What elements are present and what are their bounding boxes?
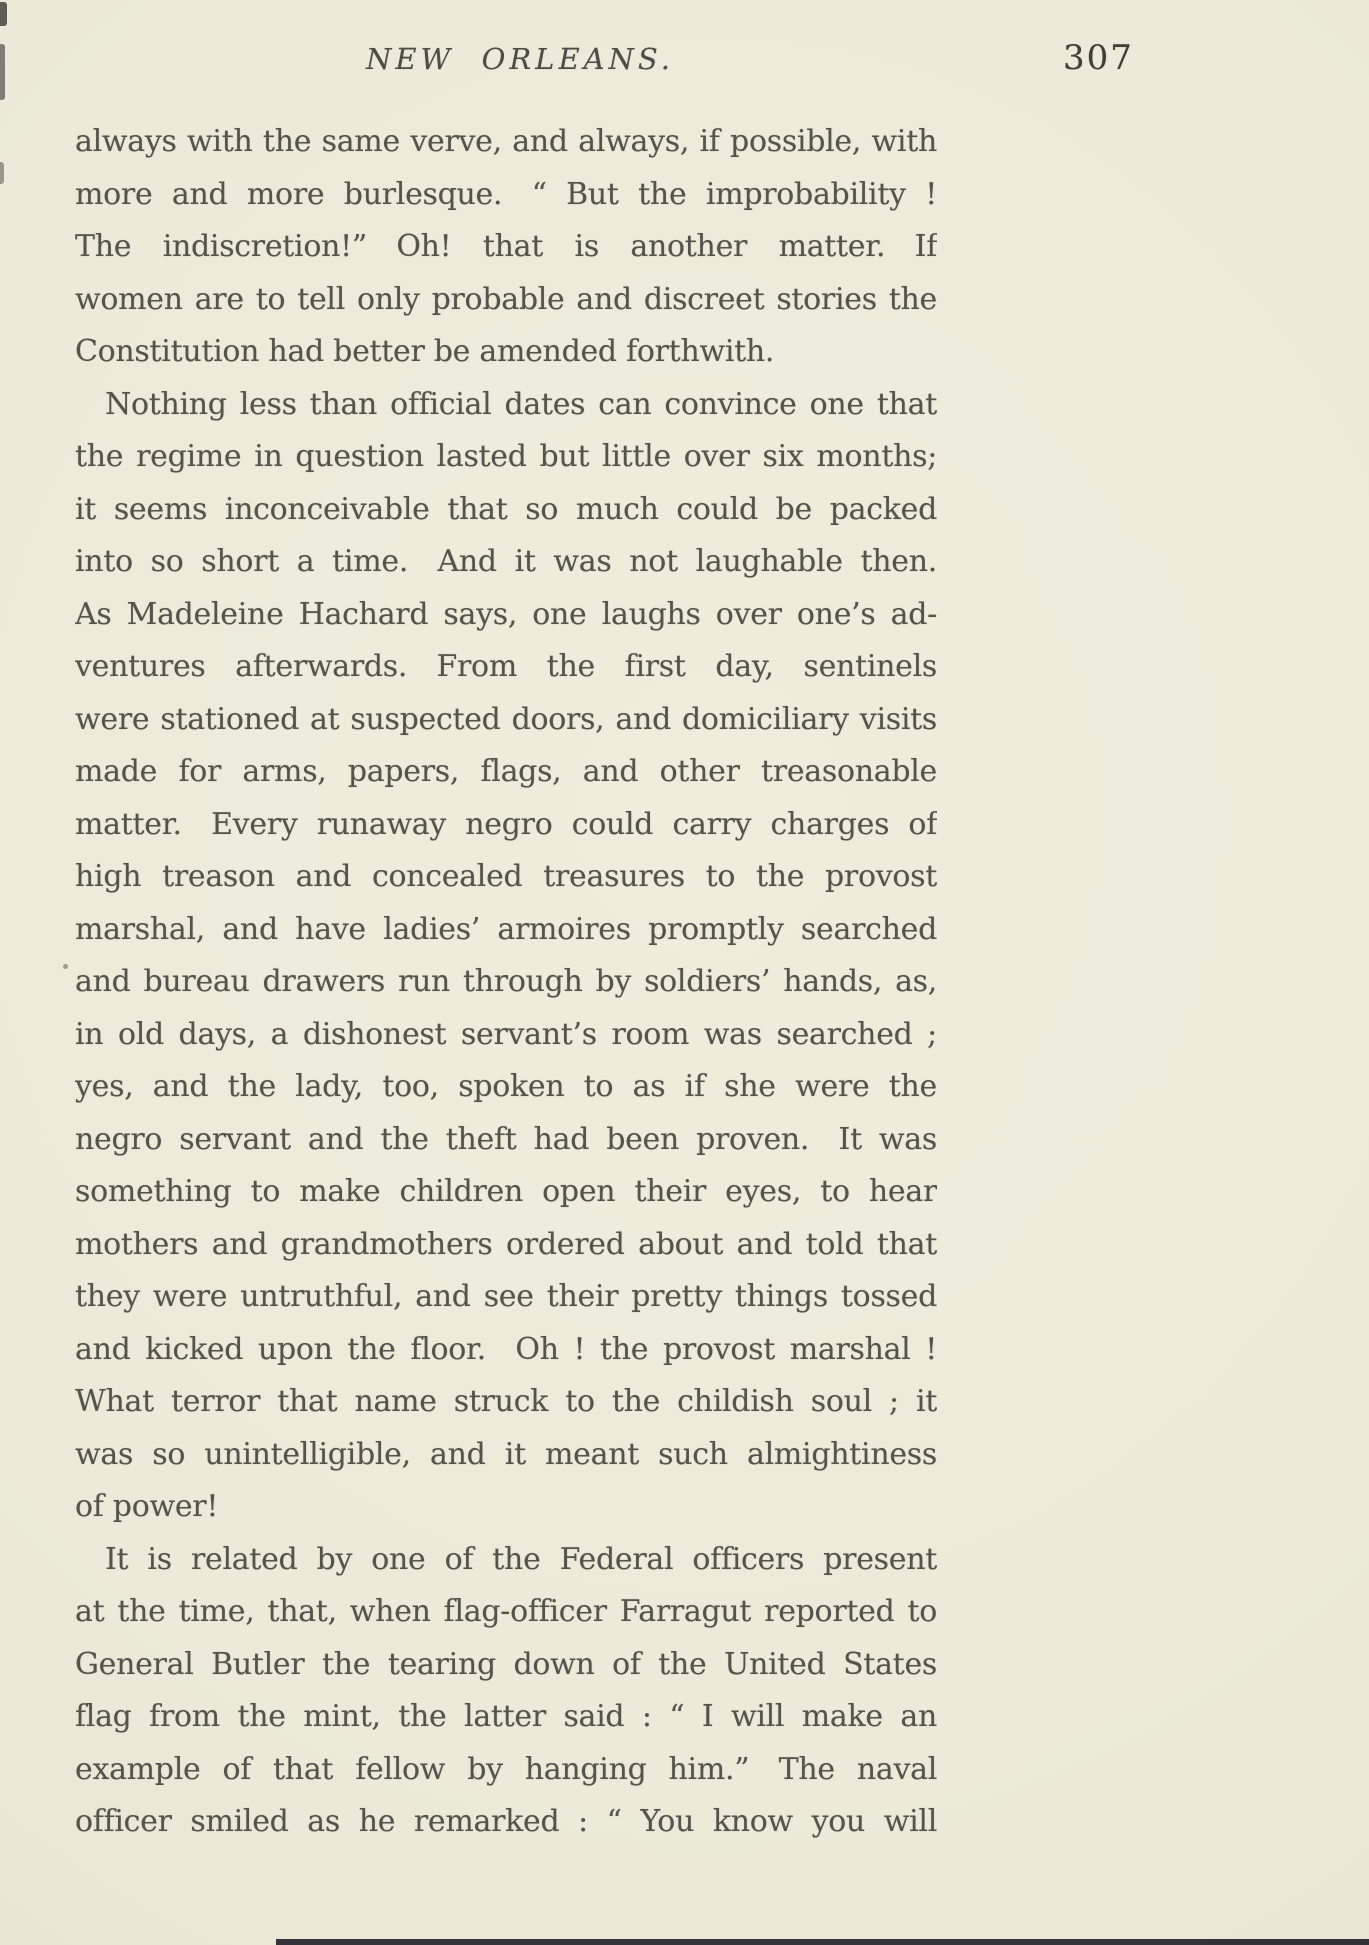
text-line: they were untruthful, and see their pretty things tossed: [75, 1279, 937, 1314]
text-line: at the time, that, when flag-officer Farragut reported to: [75, 1594, 937, 1629]
text-line: the regime in question lasted but little over six months;: [75, 439, 937, 474]
text-line: something to make children open their eyes, to hear: [75, 1174, 937, 1209]
text-line: ventures afterwards. From the first day, sentinels: [75, 649, 937, 684]
text-line: always with the same verve, and always, if possible, with: [75, 124, 937, 159]
scan-edge-mark: [0, 162, 4, 184]
text-line: made for arms, papers, flags, and other treasonable: [75, 754, 937, 789]
scan-edge-mark: [0, 44, 5, 100]
scan-speck: [63, 964, 68, 969]
scan-bottom-bar: [276, 1939, 1369, 1945]
text-line: Constitution had better be amended forthwith.: [75, 334, 775, 369]
text-line: of power!: [75, 1489, 219, 1524]
text-line: more and more burlesque. “ But the improbability !: [75, 176, 937, 212]
text-line: marshal, and have ladies’ armoires promptly searched: [75, 911, 937, 947]
text-line: high treason and concealed treasures to the provost: [75, 859, 937, 894]
text-line: in old days, a dishonest servant’s room was searched ;: [75, 1016, 937, 1052]
text-line: General Butler the tearing down of the United States: [75, 1646, 937, 1682]
text-line: negro servant and the theft had been proven. It was: [75, 1121, 937, 1157]
text-line: What terror that name struck to the childish soul ; it: [75, 1384, 937, 1419]
text-line: matter. Every runaway negro could carry charges of: [75, 806, 937, 842]
text-line: women are to tell only probable and discreet stories the: [75, 281, 937, 317]
text-line: As Madeleine Hachard says, one laughs over one’s ad-: [75, 596, 937, 632]
text-line: and kicked upon the floor. Oh ! the provost marshal !: [75, 1331, 937, 1367]
page-body-text: [75, 116, 937, 1849]
text-line: The indiscretion!” Oh! that is another matter. If: [75, 229, 937, 264]
text-line: was so unintelligible, and it meant such almightiness: [75, 1436, 937, 1472]
text-line: and bureau drawers run through by soldiers’ hands, as,: [75, 964, 937, 999]
text-line: Nothing less than official dates can convince one that: [105, 386, 937, 422]
text-line: into so short a time. And it was not laughable then.: [75, 544, 937, 579]
text-line: example of that fellow by hanging him.” The naval: [75, 1751, 937, 1787]
text-line: It is related by one of the Federal officers present: [105, 1541, 937, 1577]
running-head-title: NEW ORLEANS.: [366, 42, 674, 76]
page-number: 307: [1063, 38, 1134, 78]
text-line: yes, and the lady, too, spoken to as if she were the: [75, 1069, 937, 1104]
text-line: mothers and grandmothers ordered about and told that: [75, 1226, 937, 1262]
text-line: flag from the mint, the latter said : “ I will make an: [75, 1699, 937, 1734]
text-line: officer smiled as he remarked : “ You know you will: [75, 1804, 937, 1839]
text-line: it seems inconceivable that so much could be packed: [75, 491, 937, 527]
scan-edge-mark: [0, 2, 7, 26]
text-line: were stationed at suspected doors, and domiciliary visits: [75, 701, 937, 737]
